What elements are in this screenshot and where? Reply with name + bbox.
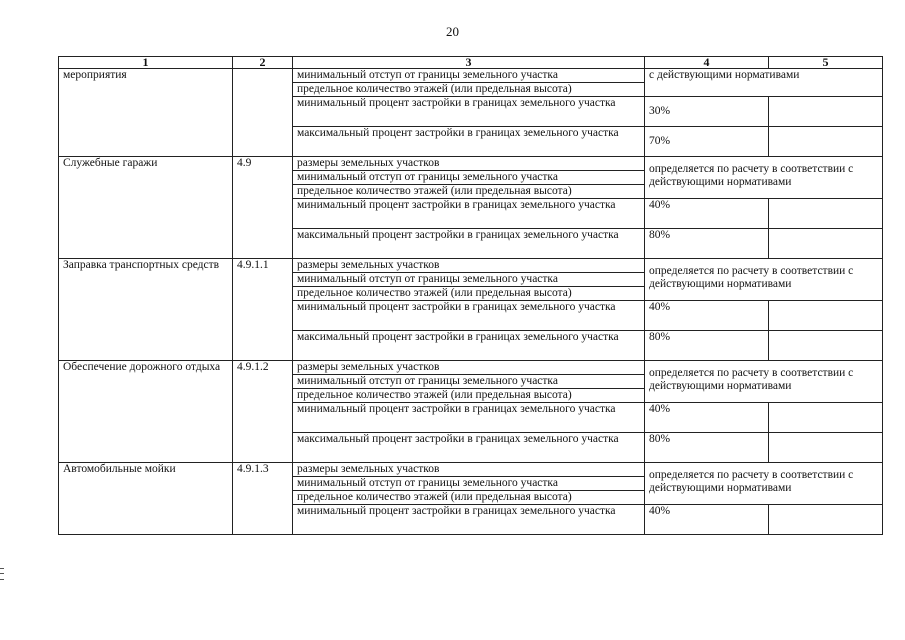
activity-name: Заправка транспортных средств <box>59 259 233 361</box>
param-min-percent: минимальный процент застройки в границах земельного участка <box>293 97 645 127</box>
activity-name: Обеспечение дорожного отдыха <box>59 361 233 463</box>
empty-cell <box>769 127 883 157</box>
param-min-offset: минимальный отступ от границы земельного участка <box>293 477 645 491</box>
note-norms: с действующими нормативами <box>645 69 883 97</box>
param-max-percent: максимальный процент застройки в границах земельного участка <box>293 331 645 361</box>
param-min-offset: минимальный отступ от границы земельного участка <box>293 375 645 389</box>
param-max-percent: максимальный процент застройки в границах земельного участка <box>293 127 645 157</box>
param-max-floors: предельное количество этажей (или предельная высота) <box>293 185 645 199</box>
table-row <box>59 259 883 273</box>
param-max-floors: предельное количество этажей (или предельная высота) <box>293 491 645 505</box>
param-min-offset: минимальный отступ от границы земельного участка <box>293 69 645 83</box>
table-row <box>59 463 883 477</box>
param-sizes: размеры земельных участков <box>293 361 645 375</box>
param-min-offset: минимальный отступ от границы земельного участка <box>293 171 645 185</box>
param-sizes: размеры земельных участков <box>293 259 645 273</box>
note-calc: определяется по расчету в соответствии с действующими нормативами <box>645 463 883 505</box>
empty-cell <box>769 433 883 463</box>
empty-cell <box>769 199 883 229</box>
param-max-floors: предельное количество этажей (или предельная высота) <box>293 389 645 403</box>
empty-cell <box>769 505 883 535</box>
header-row <box>59 57 883 69</box>
activity-code: 4.9.1.2 <box>233 361 293 463</box>
table-row <box>59 157 883 171</box>
empty-cell <box>769 331 883 361</box>
param-sizes: размеры земельных участков <box>293 463 645 477</box>
column-header: 4 <box>645 57 769 69</box>
max-percent-value: 80% <box>645 331 769 361</box>
column-header: 1 <box>59 57 233 69</box>
activity-code: 4.9.1.3 <box>233 463 293 535</box>
empty-cell <box>769 97 883 127</box>
param-min-percent: минимальный процент застройки в границах земельного участка <box>293 403 645 433</box>
param-max-percent: максимальный процент застройки в границах земельного участка <box>293 229 645 259</box>
column-header: 3 <box>293 57 645 69</box>
min-percent-value: 40% <box>645 301 769 331</box>
regulations-table <box>58 56 883 535</box>
param-max-floors: предельное количество этажей (или предельная высота) <box>293 287 645 301</box>
param-max-percent: максимальный процент застройки в границах земельного участка <box>293 433 645 463</box>
table-row <box>59 361 883 375</box>
activity-code <box>233 69 293 157</box>
activity-name: Служебные гаражи <box>59 157 233 259</box>
min-percent-value: 40% <box>645 199 769 229</box>
min-percent-value: 40% <box>645 505 769 535</box>
note-calc: определяется по расчету в соответствии с действующими нормативами <box>645 259 883 301</box>
param-min-percent: минимальный процент застройки в границах земельного участка <box>293 505 645 535</box>
table-row <box>59 69 883 83</box>
param-max-floors: предельное количество этажей (или предельная высота) <box>293 83 645 97</box>
activity-code: 4.9 <box>233 157 293 259</box>
min-percent-value: 30% <box>645 97 769 127</box>
page-number: 20 <box>446 24 459 39</box>
empty-cell <box>769 229 883 259</box>
column-header: 5 <box>769 57 883 69</box>
param-sizes: размеры земельных участков <box>293 157 645 171</box>
param-min-offset: минимальный отступ от границы земельного участка <box>293 273 645 287</box>
empty-cell <box>769 301 883 331</box>
column-header: 2 <box>233 57 293 69</box>
note-calc: определяется по расчету в соответствии с действующими нормативами <box>645 157 883 199</box>
max-percent-value: 80% <box>645 433 769 463</box>
note-calc: определяется по расчету в соответствии с действующими нормативами <box>645 361 883 403</box>
min-percent-value: 40% <box>645 403 769 433</box>
max-percent-value: 70% <box>645 127 769 157</box>
empty-cell <box>769 403 883 433</box>
scan-margin-mark <box>0 568 4 580</box>
param-min-percent: минимальный процент застройки в границах земельного участка <box>293 199 645 229</box>
activity-name: Автомобильные мойки <box>59 463 233 535</box>
max-percent-value: 80% <box>645 229 769 259</box>
param-min-percent: минимальный процент застройки в границах земельного участка <box>293 301 645 331</box>
activity-name: мероприятия <box>59 69 233 157</box>
activity-code: 4.9.1.1 <box>233 259 293 361</box>
